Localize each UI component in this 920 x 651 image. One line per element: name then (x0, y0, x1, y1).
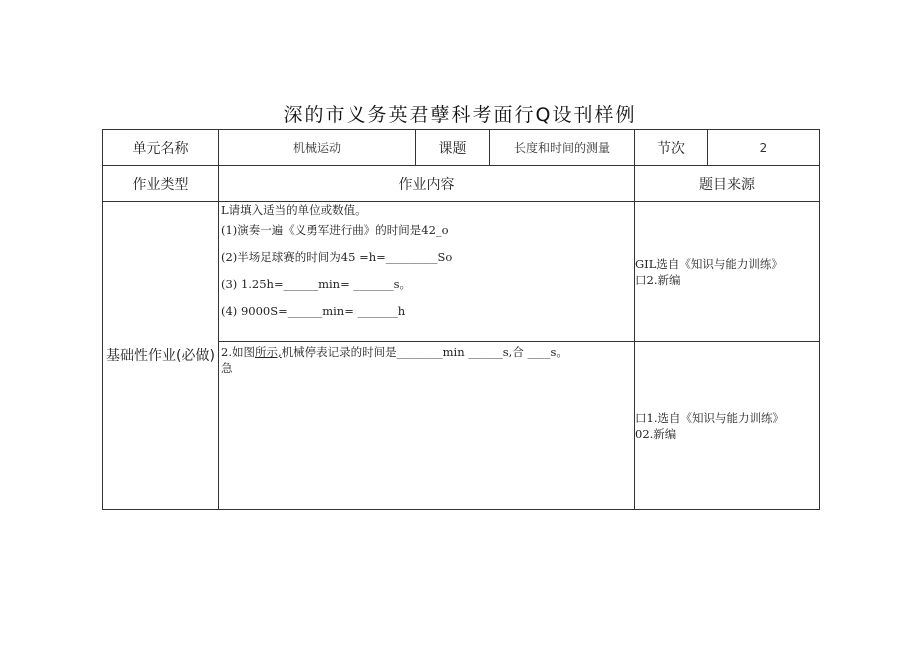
q1-line: (2)半场足球赛的时间为45 =h=_________So (221, 250, 453, 264)
unit-name-value: 机械运动 (219, 130, 416, 166)
category-label: 基础性作业(必做) (106, 347, 215, 364)
underlined-text: 所示, (254, 345, 282, 359)
source-line: 口2.新编 (635, 272, 681, 287)
q1-line: L请填入适当的单位或数值。 (221, 203, 367, 217)
homework-type-header: 作业类型 (103, 166, 219, 202)
topic-label: 课题 (416, 130, 490, 166)
source-line: GIL选自《知识与能力训练》 (635, 256, 783, 271)
question-1-source (635, 202, 820, 342)
q1-line: (3) 1.25h=______min= _______s。 (221, 277, 412, 291)
header-row (103, 130, 820, 166)
column-header-row (103, 166, 820, 202)
q1-line: (1)演奏一遍《义勇军进行曲》的时间是42_o (221, 223, 449, 237)
source-line: 口1.选自《知识与能力训练》 (635, 410, 784, 425)
category-cell (103, 202, 219, 510)
question-2-source (635, 342, 820, 510)
q2-line: 2.如图所示,机械停表记录的时间是________min ______s,合 ____s。 (221, 345, 568, 359)
question-2-content (219, 342, 635, 510)
unit-name-label: 单元名称 (103, 130, 219, 166)
homework-table (102, 129, 820, 510)
question-source-header: 题目来源 (635, 166, 820, 202)
q2-line: 急 (221, 361, 233, 375)
q1-line: (4) 9000S=______min= _______h (221, 304, 406, 318)
document-title: 深的市义务英君孽科考面行Q设刊样例 (283, 104, 637, 126)
section-value: 2 (708, 130, 820, 166)
topic-value: 长度和时间的测量 (490, 130, 635, 166)
source-line: 02.新编 (635, 426, 677, 441)
question-1-content (219, 202, 635, 342)
question-1-row (103, 202, 820, 342)
homework-content-header: 作业内容 (219, 166, 635, 202)
section-label: 节次 (635, 130, 708, 166)
